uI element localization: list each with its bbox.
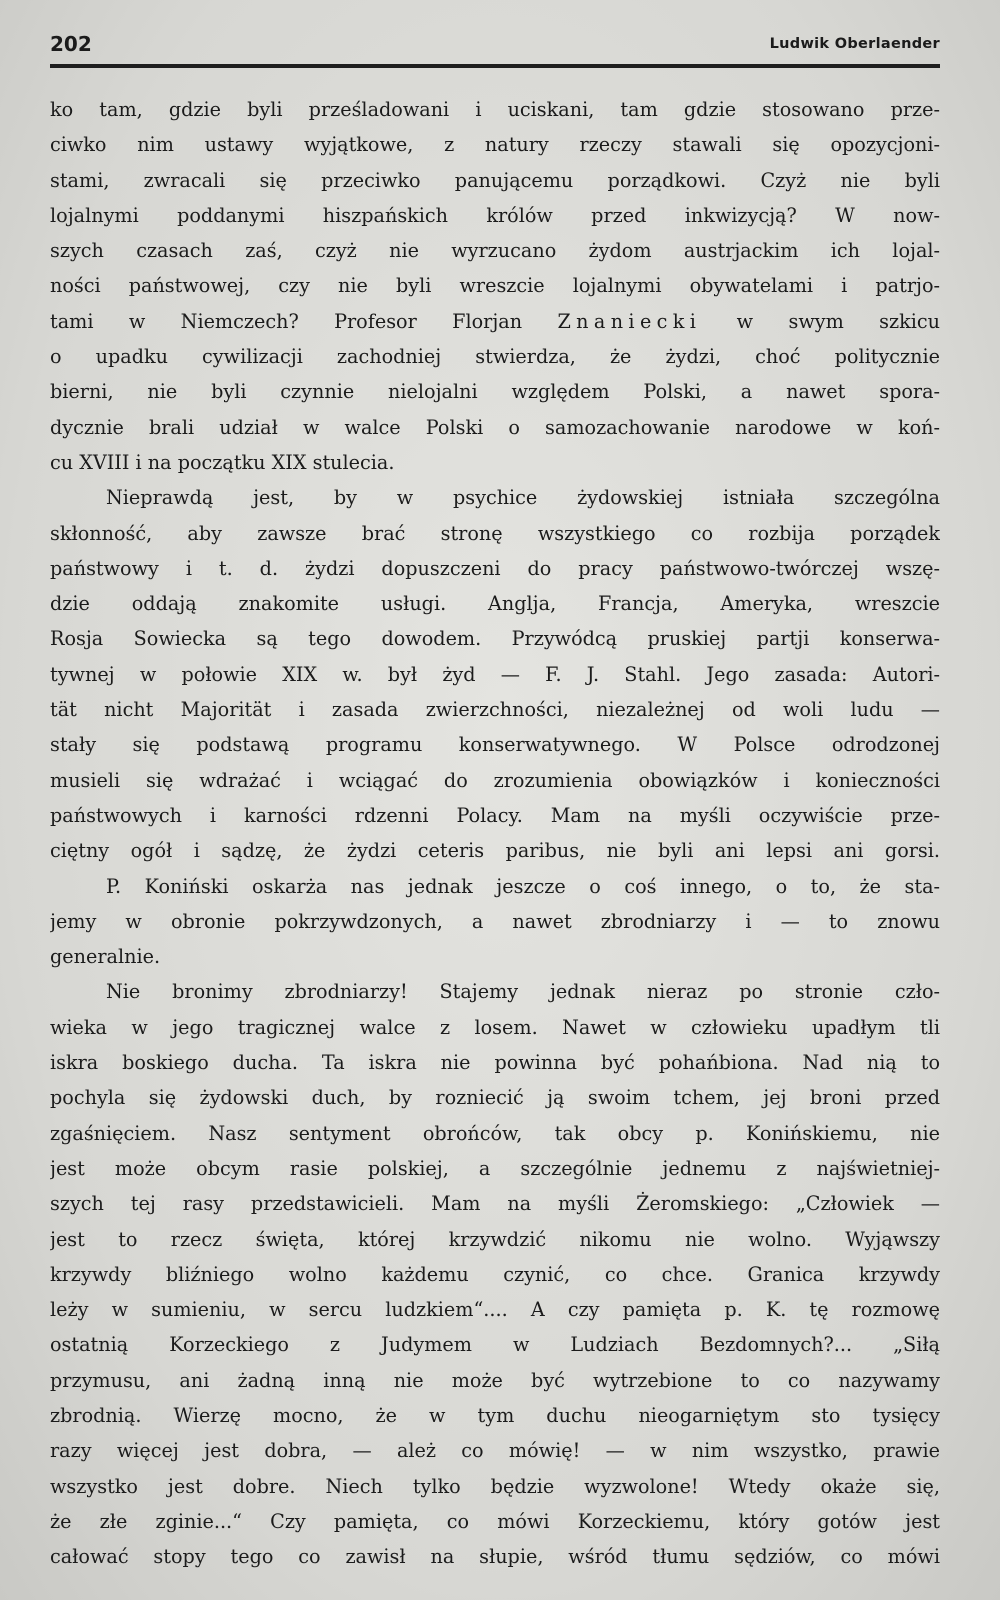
text-line: ostatnią Korzeckiego z Judymem w Ludziach Bezdomnych?... „Siłą <box>50 1333 940 1357</box>
running-head: Ludwik Oberlaender <box>769 36 940 52</box>
text-line: pochyla się żydowski duch, by rozniecić ją swoim tchem, jej broni przed <box>50 1086 940 1110</box>
text-line: cu XVIII i na początku XIX stulecia. <box>50 450 395 474</box>
text-line: jest to rzecz święta, której krzywdzić nikomu nie wolno. Wyjąwszy <box>50 1227 940 1251</box>
paragraph-2 <box>50 480 940 868</box>
spaced-author-name: Znaniecki <box>557 309 702 333</box>
text-line: dzie oddają znakomite usługi. Anglja, Francja, Ameryka, wreszcie <box>50 592 940 616</box>
page-number: 202 <box>50 32 92 56</box>
text-line: Rosja Sowiecka są tego dowodem. Przywódcą pruskiej partji konserwa- <box>50 627 940 651</box>
text-line: krzywdy bliźniego wolno każdemu czynić, co chce. Granica krzywdy <box>50 1262 940 1286</box>
text-line: stami, zwracali się przeciwko panującemu porządkowi. Czyż nie byli <box>50 168 940 192</box>
text-line: lojalnymi poddanymi hiszpańskich królów przed inkwizycją? W now- <box>50 203 940 227</box>
text-line: o upadku cywilizacji zachodniej stwierdza, że żydzi, choć politycznie <box>50 345 940 369</box>
text-line: wszystko jest dobre. Niech tylko będzie wyzwolone! Wtedy okaże się, <box>50 1474 940 1498</box>
text-line: ności państwowej, czy nie byli wreszcie lojalnymi obywatelami i patrjo- <box>50 274 940 298</box>
text-line: Nie bronimy zbrodniarzy! Stajemy jednak nieraz po stronie czło- <box>106 980 940 1004</box>
text-line: zgaśnięciem. Nasz sentyment obrońców, tak obcy p. Konińskiemu, nie <box>50 1121 940 1145</box>
text-line: zbrodnią. Wierzę mocno, że w tym duchu nieogarniętym sto tysięcy <box>50 1403 940 1427</box>
paragraph-3 <box>50 869 940 975</box>
text-line: musieli się wdrażać i wciągać do zrozumienia obowiązków i konieczności <box>50 768 940 792</box>
text-line: szych tej rasy przedstawicieli. Mam na myśli Żeromskiego: „Człowiek — <box>50 1192 940 1216</box>
text-line: stały się podstawą programu konserwatywnego. W Polsce odrodzonej <box>50 733 940 757</box>
text-line: tywnej w połowie XIX w. był żyd — F. J. Stahl. Jego zasada: Autori- <box>50 662 940 686</box>
text-line: generalnie. <box>50 945 161 969</box>
text-line: jemy w obronie pokrzywdzonych, a nawet zbrodniarzy i — to znowu <box>50 909 940 933</box>
text-fragment: tami w Niemczech? Profesor Florjan <box>50 309 558 333</box>
text-fragment: w swym szkicu <box>701 309 940 333</box>
text-line: jest może obcym rasie polskiej, a szczególnie jednemu z najświetniej- <box>50 1156 940 1180</box>
text-line: tät nicht Majorität i zasada zwierzchności, niezależnej od woli ludu — <box>50 698 940 722</box>
text-line: iskra boskiego ducha. Ta iskra nie powinna być pohańbiona. Nad nią to <box>50 1051 940 1075</box>
text-line: razy więcej jest dobra, — ależ co mówię! — w nim wszystko, prawie <box>50 1439 940 1463</box>
paragraph-1 <box>50 92 940 480</box>
text-line: państwowy i t. d. żydzi dopuszczeni do pracy państwowo-twórczej wszę- <box>50 556 940 580</box>
text-line: dycznie brali udział w walce Polski o samozachowanie narodowe w koń- <box>50 415 940 439</box>
body-text <box>50 92 940 1574</box>
text-line: przymusu, ani żadną inną nie może być wytrzebione to co nazywamy <box>50 1368 940 1392</box>
text-line: P. Koniński oskarża nas jednak jeszcze o coś innego, o to, że sta- <box>106 874 940 898</box>
text-line: całować stopy tego co zawisł na słupie, wśród tłumu sędziów, co mówi <box>50 1545 940 1569</box>
text-line: szych czasach zaś, czyż nie wyrzucano żydom austrjackim ich lojal- <box>50 239 940 263</box>
header-rule <box>50 64 940 68</box>
text-line: bierni, nie byli czynnie nielojalni względem Polski, a nawet spora- <box>50 380 940 404</box>
page-header <box>50 28 940 62</box>
text-line: ko tam, gdzie byli prześladowani i uciskani, tam gdzie stosowano prze- <box>50 98 940 121</box>
text-line: leży w sumieniu, w sercu ludzkiem“.... A czy pamięta p. K. tę rozmowę <box>50 1298 940 1322</box>
text-line: że złe zginie...“ Czy pamięta, co mówi Korzeckiemu, który gotów jest <box>50 1509 940 1533</box>
text-line: ciętny ogół i sądzę, że żydzi ceteris paribus, nie byli ani lepsi ani gorsi. <box>50 839 940 863</box>
text-line: wieka w jego tragicznej walce z losem. Nawet w człowieku upadłym tli <box>50 1015 940 1039</box>
paragraph-4 <box>50 974 940 1574</box>
text-line: państwowych i karności rdzenni Polacy. Mam na myśli oczywiście prze- <box>50 803 940 827</box>
text-line: Nieprawdą jest, by w psychice żydowskiej istniała szczególna <box>106 486 940 510</box>
text-line: ciwko nim ustawy wyjątkowe, z natury rzeczy stawali się opozycjoni- <box>50 133 940 157</box>
text-line: skłonność, aby zawsze brać stronę wszystkiego co rozbija porządek <box>50 521 940 545</box>
text-line-with-spaced-name <box>50 304 940 339</box>
